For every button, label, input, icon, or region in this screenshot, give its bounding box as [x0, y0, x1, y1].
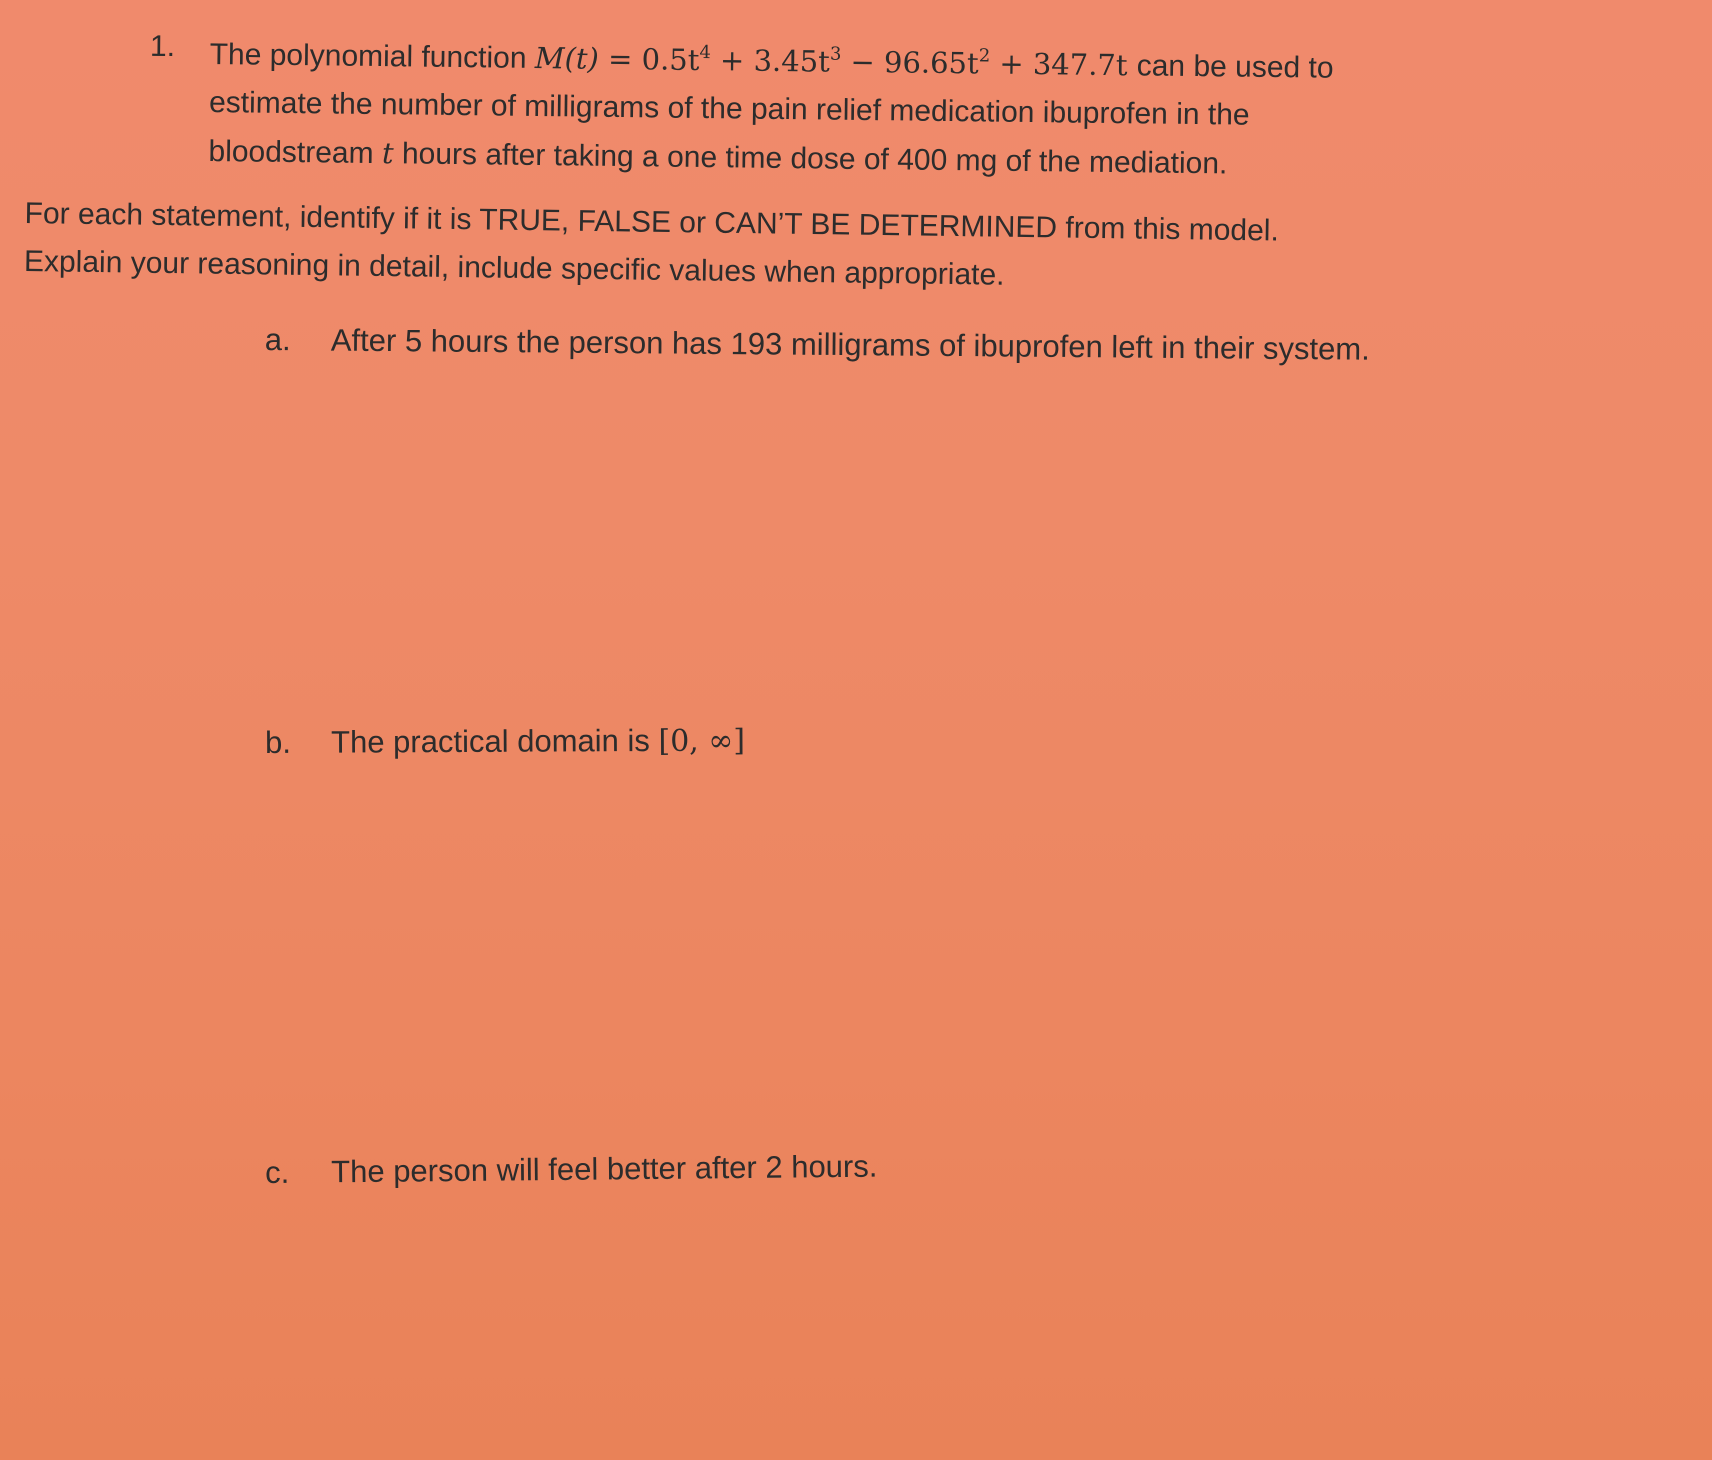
- stem-intro: The polynomial function: [209, 37, 527, 75]
- exponent-1: 4: [699, 41, 712, 64]
- part-b-letter: b.: [265, 724, 292, 760]
- question-number: 1.: [149, 29, 176, 64]
- part-a-letter: a.: [264, 322, 291, 358]
- exponent-2: 3: [829, 43, 842, 65]
- part-b: [265, 722, 745, 761]
- instructions-line-2: Explain your reasoning in detail, include specific values when appropriate.: [23, 244, 1005, 292]
- equals-sign: =: [607, 41, 633, 77]
- instructions: [24, 190, 1525, 307]
- part-c-text: The person will feel better after 2 hours.: [330, 1148, 878, 1190]
- stem-variable: t: [381, 136, 394, 171]
- term-3: − 96.65t: [850, 44, 979, 81]
- part-b-interval: [0, ∞]: [658, 723, 746, 759]
- stem-line1-end: can be used to: [1136, 49, 1334, 85]
- stem-line3-end: hours after taking a one time dose of 400 mg of the mediation.: [401, 137, 1228, 181]
- function-equation: [535, 41, 1137, 82]
- term-2: + 3.45t: [719, 43, 831, 79]
- question-stem-line-2: estimate the number of milligrams of the pain relief medication ibuprofen in the: [208, 85, 1250, 132]
- term-1: 0.5t: [641, 42, 700, 77]
- part-c-letter: c.: [265, 1154, 290, 1190]
- question-stem: [208, 30, 1510, 192]
- instructions-line-1: For each statement, identify if it is TRUE, FALSE or CAN’T BE DETERMINED from this model.: [24, 196, 1280, 248]
- part-a-text: After 5 hours the person has 193 milligrams of ibuprofen left in their system.: [330, 322, 1370, 367]
- part-b-text: The practical domain is: [330, 722, 650, 760]
- exponent-3: 2: [978, 45, 991, 67]
- part-a: [265, 322, 1370, 368]
- part-c: [265, 1149, 878, 1191]
- term-4: + 347.7t: [999, 46, 1128, 83]
- function-lhs: M(t): [534, 40, 600, 76]
- stem-line3-start: bloodstream: [208, 134, 374, 171]
